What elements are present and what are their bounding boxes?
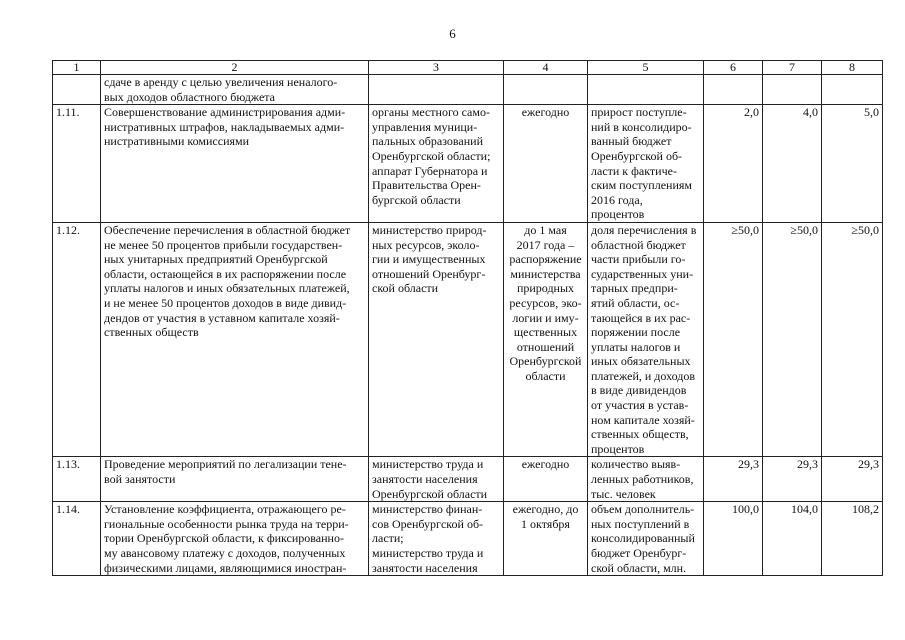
indicator-line: сударственных уни- bbox=[591, 266, 694, 281]
indicator-line: ятий области, ос- bbox=[591, 295, 680, 310]
responsible-line: Оренбургской области; bbox=[372, 148, 491, 163]
row-number: 1.11. bbox=[53, 105, 101, 223]
column-header: 7 bbox=[763, 61, 822, 75]
responsible-line: отношений Оренбург- bbox=[372, 266, 486, 281]
measure-name-line: сдаче в аренду с целью увеличения неналого- bbox=[104, 75, 338, 89]
measure-name-line: Установление коэффициента, отражающего ре- bbox=[104, 502, 346, 517]
measure-name-line: физическими лицами, являющимися иностран- bbox=[104, 560, 347, 575]
indicator-line: тарных предпри- bbox=[591, 281, 678, 296]
deadline-line: логии и иму- bbox=[512, 310, 579, 325]
deadline-line: ежегодно bbox=[521, 457, 570, 472]
indicator-cell bbox=[588, 222, 704, 457]
measures-table bbox=[52, 60, 883, 576]
value-cell-col6: 2,0 bbox=[704, 105, 763, 223]
deadline-line: щественных bbox=[513, 325, 578, 340]
responsible-cell bbox=[369, 502, 504, 576]
responsible-cell bbox=[369, 457, 504, 502]
table-row bbox=[53, 457, 883, 502]
measure-name-cell bbox=[101, 502, 369, 576]
responsible-line: занятости населения bbox=[372, 472, 478, 487]
indicator-line: ванный бюджет bbox=[591, 134, 672, 149]
indicator-line: областной бюджет bbox=[591, 237, 686, 252]
responsible-line: министерство природ- bbox=[372, 222, 487, 237]
indicator-line: уплаты налогов и bbox=[591, 339, 681, 354]
measure-name-line: не менее 50 процентов прибыли государствен- bbox=[104, 237, 343, 252]
column-header: 5 bbox=[588, 61, 704, 75]
measure-name-line: области, остающейся в их распоряжении после bbox=[104, 266, 347, 281]
indicator-line: консолидированный bbox=[591, 531, 695, 546]
page-number: 6 bbox=[449, 26, 456, 41]
responsible-line: аппарат Губернатора и bbox=[372, 163, 488, 178]
indicator-line: 2016 года, bbox=[591, 192, 643, 207]
measure-name-cell bbox=[101, 105, 369, 223]
value-cell-col8: ≥50,0 bbox=[822, 222, 883, 457]
responsible-cell bbox=[369, 105, 504, 223]
table-row bbox=[53, 105, 883, 223]
indicator-line: тыс. человек bbox=[591, 486, 656, 501]
indicator-line: ской области, млн. bbox=[591, 560, 687, 575]
deadline-cell bbox=[504, 457, 588, 502]
deadline-line: отношений bbox=[516, 339, 575, 354]
column-header: 8 bbox=[822, 61, 883, 75]
indicator-line: процентов bbox=[591, 207, 645, 222]
indicator-line: иных обязательных bbox=[591, 354, 691, 369]
responsible-line: занятости населения bbox=[372, 560, 478, 575]
deadline-line: области bbox=[525, 368, 566, 383]
measure-name-line: Обеспечение перечисления в областной бюджет bbox=[104, 222, 351, 237]
column-header: 2 bbox=[101, 61, 369, 75]
value-cell-col7 bbox=[763, 75, 822, 105]
deadline-line: распоряжение bbox=[509, 252, 582, 267]
deadline-cell bbox=[504, 502, 588, 576]
indicator-line: поряжении после bbox=[591, 325, 681, 340]
value-cell-col8: 5,0 bbox=[822, 105, 883, 223]
measure-name-line: вых доходов областного бюджета bbox=[104, 89, 275, 104]
table-row bbox=[53, 222, 883, 457]
column-header-row bbox=[53, 61, 883, 75]
row-number: 1.13. bbox=[53, 457, 101, 502]
indicator-line: ственных обществ, bbox=[591, 427, 689, 442]
measure-name-cell bbox=[101, 222, 369, 457]
value-cell-col8: 29,3 bbox=[822, 457, 883, 502]
deadline-line: ежегодно, до bbox=[512, 502, 579, 517]
indicator-line: ных поступлений в bbox=[591, 516, 690, 531]
responsible-line: управления муници- bbox=[372, 119, 478, 134]
indicator-line: Оренбургской об- bbox=[591, 148, 683, 163]
measure-name-cell bbox=[101, 75, 369, 105]
column-header: 6 bbox=[704, 61, 763, 75]
measure-name-line: нистративных штрафов, накладываемых адми- bbox=[104, 119, 345, 134]
responsible-line: Правительства Орен- bbox=[372, 178, 481, 193]
indicator-cell bbox=[588, 105, 704, 223]
measure-name-line: гиональные особенности рынка труда на терри- bbox=[104, 516, 349, 531]
indicator-line: ленных работников, bbox=[591, 472, 694, 487]
responsible-line: пальных образований bbox=[372, 134, 483, 149]
deadline-line: ресурсов, эко- bbox=[509, 295, 582, 310]
value-cell-col6: ≥50,0 bbox=[704, 222, 763, 457]
deadline-line: министерства bbox=[510, 266, 581, 281]
measure-name-line: тории Оренбургской области, к фиксированно- bbox=[104, 531, 344, 546]
indicator-line: бюджет Оренбург- bbox=[591, 546, 687, 560]
deadline-line: 1 октября bbox=[521, 516, 570, 531]
measure-name-line: му авансовому платежу с доходов, полученных bbox=[104, 546, 346, 560]
responsible-line: гии и имущественных bbox=[372, 252, 486, 267]
indicator-line: тающейся в их рас- bbox=[591, 310, 691, 325]
responsible-line: бургской области bbox=[372, 192, 461, 207]
measure-name-line: дендов от участия в уставном капитале хозяй- bbox=[104, 310, 340, 325]
responsible-line: Оренбургской области bbox=[372, 486, 488, 501]
indicator-line: доля перечисления в bbox=[591, 222, 697, 237]
measure-name-line: уплаты налогов и иных обязательных платежей, bbox=[104, 281, 350, 296]
measure-name-line: Проведение мероприятий по легализации тене- bbox=[104, 457, 347, 472]
indicator-line: ний в консолидиро- bbox=[591, 119, 692, 134]
table-row bbox=[53, 75, 883, 105]
value-cell-col7: 104,0 bbox=[763, 502, 822, 576]
deadline-cell bbox=[504, 105, 588, 223]
value-cell-col6: 100,0 bbox=[704, 502, 763, 576]
responsible-line: министерство труда и bbox=[372, 457, 484, 472]
responsible-line: ласти; bbox=[372, 531, 404, 546]
table-row bbox=[53, 502, 883, 576]
row-number bbox=[53, 75, 101, 105]
value-cell-col7: 4,0 bbox=[763, 105, 822, 223]
responsible-line: органы местного само- bbox=[372, 105, 490, 120]
row-number: 1.14. bbox=[53, 502, 101, 576]
deadline-line: ежегодно bbox=[521, 105, 570, 120]
deadline-line: 2017 года – bbox=[516, 237, 575, 252]
deadline-line: Оренбургской bbox=[509, 354, 582, 369]
indicator-line: количество выяв- bbox=[591, 457, 681, 472]
indicator-line: прирост поступле- bbox=[591, 105, 687, 120]
indicator-line: ласти к фактиче- bbox=[591, 163, 677, 178]
measure-name-cell bbox=[101, 457, 369, 502]
deadline-cell bbox=[504, 75, 588, 105]
value-cell-col6: 29,3 bbox=[704, 457, 763, 502]
responsible-line: министерство труда и bbox=[372, 546, 484, 560]
row-number: 1.12. bbox=[53, 222, 101, 457]
indicator-line: объем дополнитель- bbox=[591, 502, 695, 517]
responsible-line: ных ресурсов, эколо- bbox=[372, 237, 480, 252]
indicator-cell bbox=[588, 75, 704, 105]
column-header: 3 bbox=[369, 61, 504, 75]
value-cell-col7: 29,3 bbox=[763, 457, 822, 502]
responsible-cell bbox=[369, 222, 504, 457]
value-cell-col8: 108,2 bbox=[822, 502, 883, 576]
indicator-line: ским поступлениям bbox=[591, 178, 692, 193]
indicator-line: ном капитале хозяй- bbox=[591, 412, 695, 427]
measure-name-line: вой занятости bbox=[104, 472, 176, 487]
measure-name-line: ных унитарных предприятий Оренбургской bbox=[104, 252, 328, 267]
value-cell-col6 bbox=[704, 75, 763, 105]
responsible-line: ской области bbox=[372, 281, 439, 296]
deadline-cell bbox=[504, 222, 588, 457]
responsible-cell bbox=[369, 75, 504, 105]
measure-name-line: ственных обществ bbox=[104, 325, 199, 340]
column-header: 4 bbox=[504, 61, 588, 75]
indicator-line: процентов bbox=[591, 441, 645, 456]
measure-name-line: Совершенствование администрирования адми- bbox=[104, 105, 346, 120]
indicator-cell bbox=[588, 502, 704, 576]
indicator-cell bbox=[588, 457, 704, 502]
measure-name-line: и не менее 50 процентов доходов в виде дивид- bbox=[104, 295, 347, 310]
indicator-line: от участия в устав- bbox=[591, 398, 689, 413]
responsible-line: сов Оренбургской об- bbox=[372, 516, 484, 531]
deadline-line: природных bbox=[516, 281, 575, 296]
measure-name-line: нистративными комиссиями bbox=[104, 134, 250, 149]
indicator-line: в виде дивидендов bbox=[591, 383, 687, 398]
column-header: 1 bbox=[53, 61, 101, 75]
deadline-line: до 1 мая bbox=[524, 222, 567, 237]
value-cell-col8 bbox=[822, 75, 883, 105]
indicator-line: платежей, и доходов bbox=[591, 368, 696, 383]
value-cell-col7: ≥50,0 bbox=[763, 222, 822, 457]
indicator-line: части прибыли го- bbox=[591, 252, 686, 267]
responsible-line: министерство финан- bbox=[372, 502, 483, 517]
